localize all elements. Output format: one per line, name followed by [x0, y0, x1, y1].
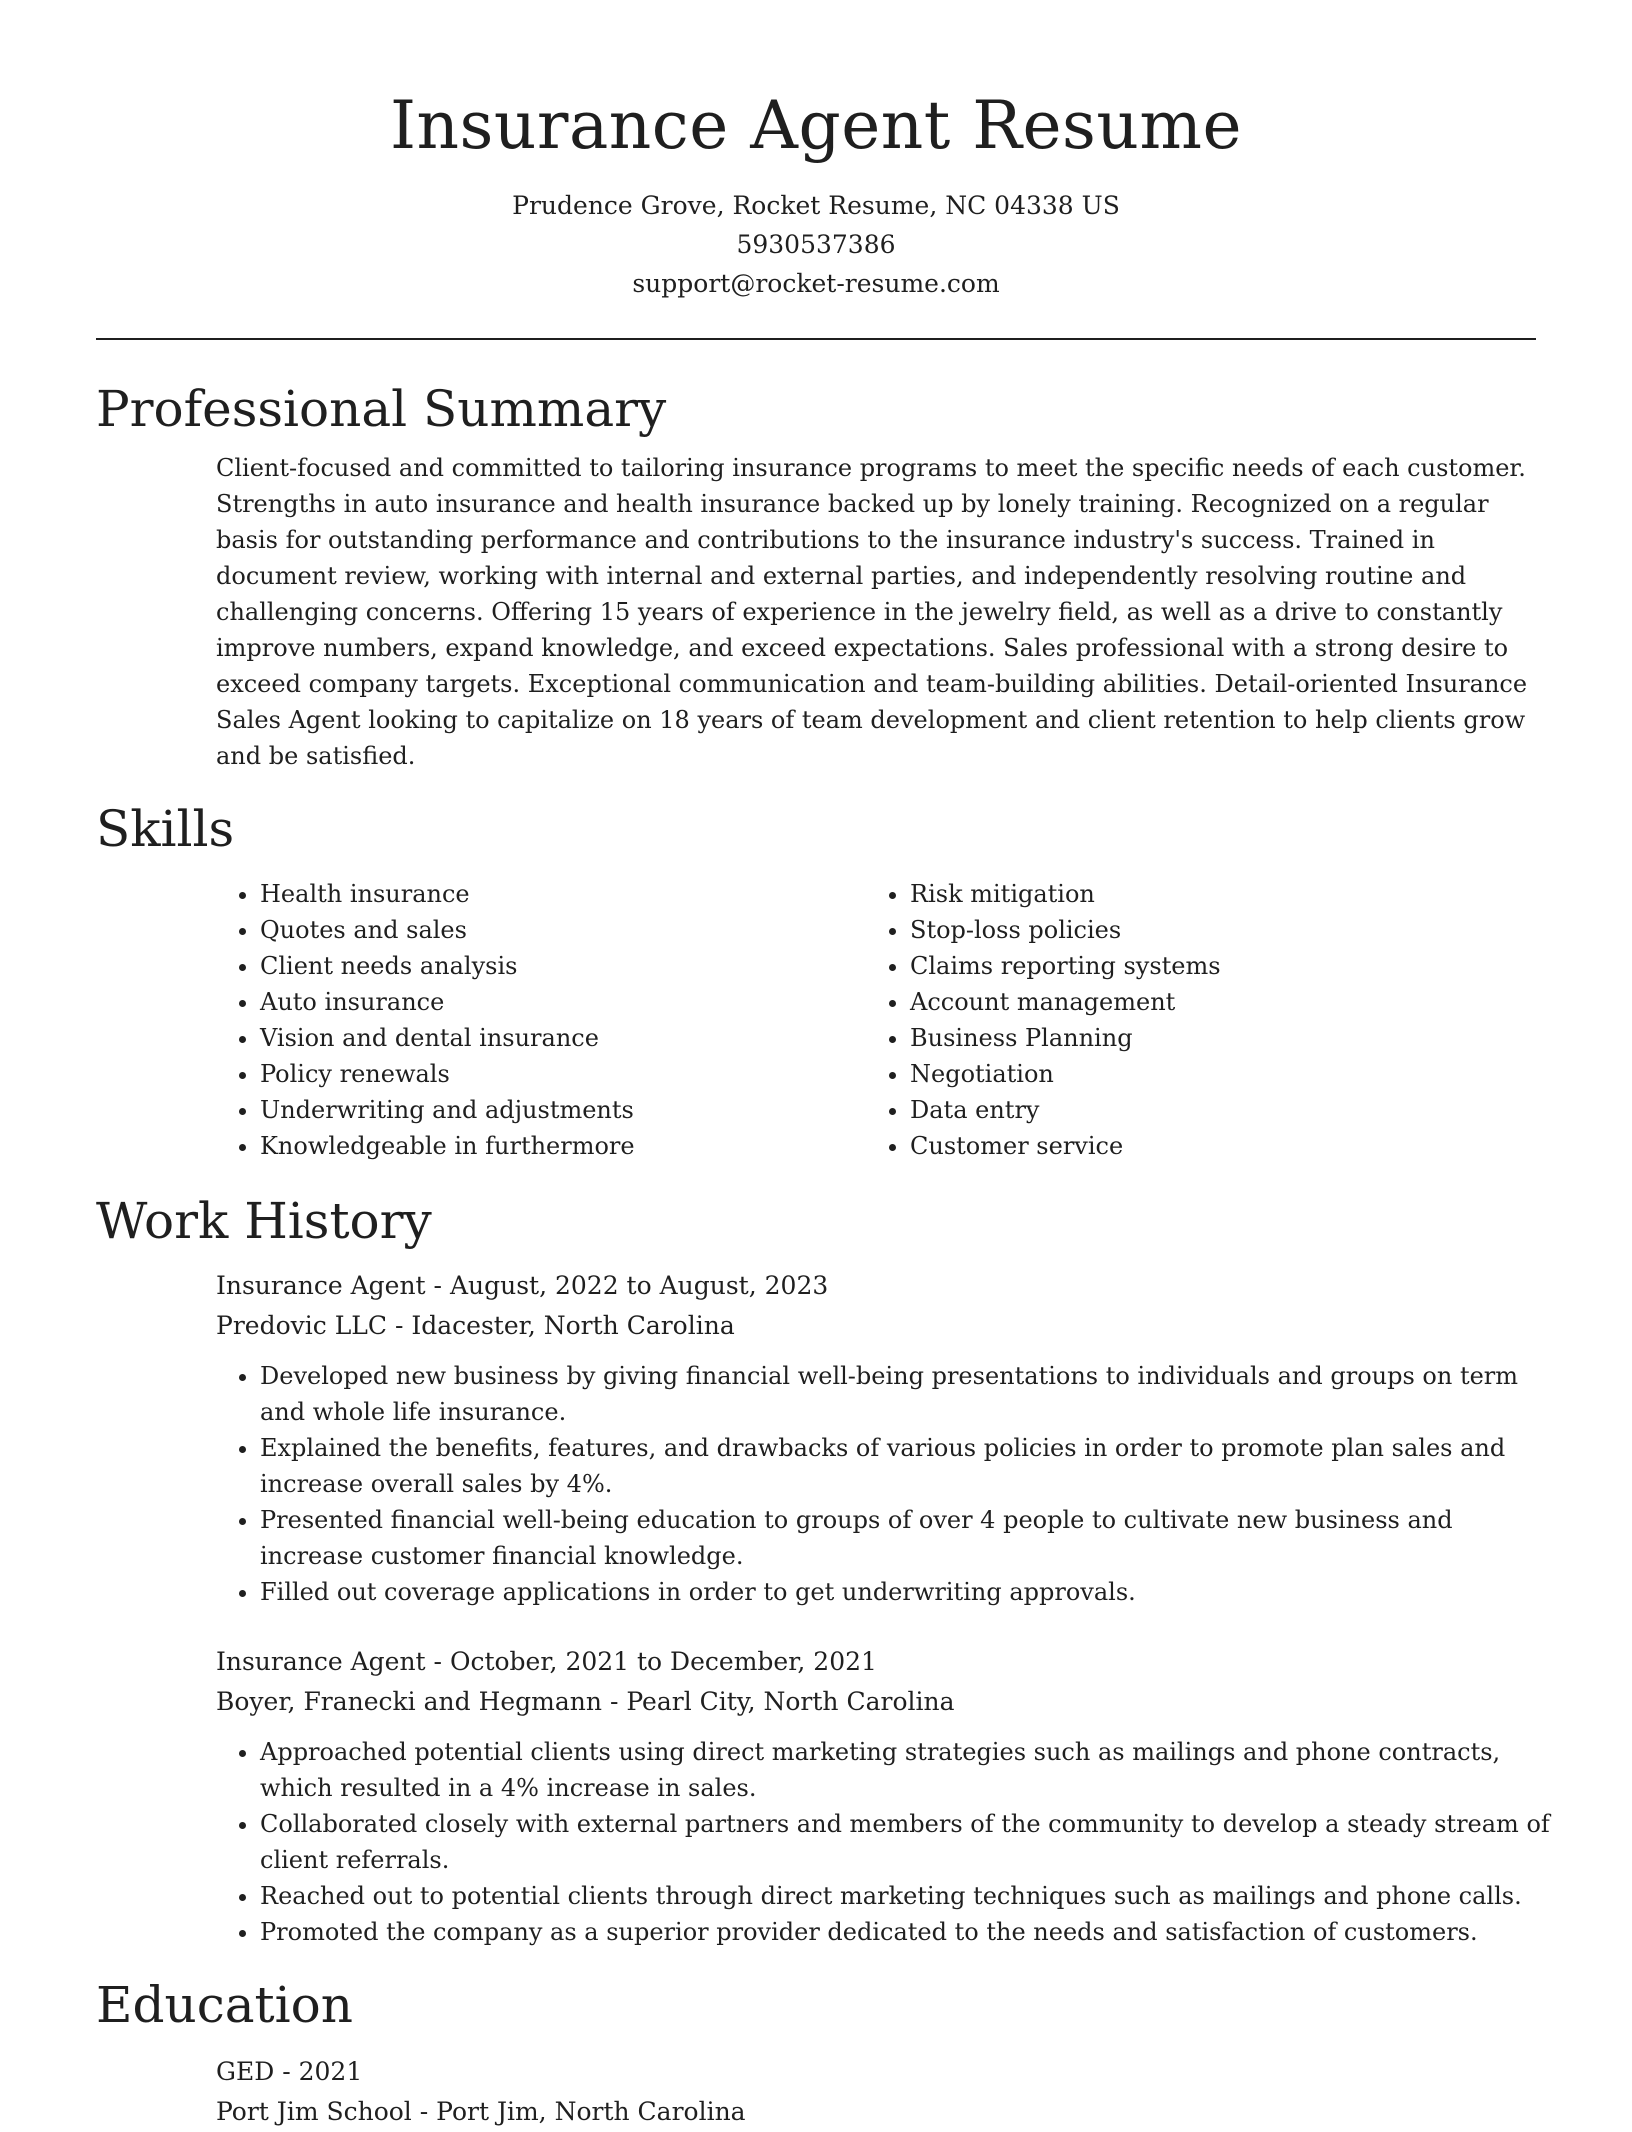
contact-phone: 5930537386 — [736, 230, 896, 259]
separator: - — [411, 2097, 437, 2126]
job-bullet: • Collaborated closely with external partners and members of the community to develop a steady stream of client referrals. — [260, 1806, 1550, 1878]
education-degree: GED — [216, 2057, 275, 2086]
skill-item: • Vision and dental insurance — [260, 1020, 866, 1056]
job-title: Insurance Agent — [216, 1647, 426, 1676]
separator: - — [274, 2057, 299, 2086]
separator: - — [425, 1647, 450, 1676]
contact-info — [96, 186, 1536, 303]
work-history-section — [96, 1188, 1550, 1950]
skill-item: • Business Planning — [910, 1020, 1221, 1056]
contact-address: Prudence Grove, Rocket Resume, NC 04338 US — [512, 191, 1120, 220]
education-degree-line — [216, 2052, 1536, 2092]
skill-item: • Quotes and sales — [260, 912, 866, 948]
job-company: Boyer, Franecki and Hegmann — [216, 1687, 602, 1716]
job-title-line — [216, 1266, 1536, 1306]
job-location: Pearl City, North Carolina — [626, 1687, 955, 1716]
education-section — [96, 1972, 1536, 2132]
skills-columns — [216, 876, 1536, 1164]
education-year: 2021 — [298, 2057, 363, 2086]
skill-item: • Account management — [910, 984, 1221, 1020]
resume-header — [96, 0, 1536, 303]
job-company-line — [216, 1682, 1536, 1722]
job-entry — [216, 1266, 1536, 1610]
job-title: Insurance Agent — [216, 1271, 426, 1300]
job-title-line — [216, 1642, 1536, 1682]
education-entry — [216, 2052, 1536, 2132]
education-school: Port Jim School — [216, 2097, 412, 2126]
job-company: Predovic LLC — [216, 1311, 388, 1340]
job-bullet: • Presented financial well-being education to groups of over 4 people to cultivate new business and increase customer financial knowledge. — [260, 1502, 1550, 1574]
resume-title: Insurance Agent Resume — [389, 87, 1243, 164]
skill-item: • Data entry — [910, 1092, 1221, 1128]
skills-list-right — [866, 876, 1221, 1164]
separator: - — [602, 1687, 627, 1716]
separator: - — [387, 1311, 412, 1340]
skills-list-left — [216, 876, 866, 1164]
education-location: Port Jim, North Carolina — [436, 2097, 746, 2126]
job-bullet: • Filled out coverage applications in order to get underwriting approvals. — [260, 1574, 1550, 1610]
skill-item: • Health insurance — [260, 876, 866, 912]
skill-item: • Stop-loss policies — [910, 912, 1221, 948]
skill-item: • Policy renewals — [260, 1056, 866, 1092]
skill-item: • Client needs analysis — [260, 948, 866, 984]
job-bullets — [216, 1358, 1550, 1610]
section-heading-summary: Professional Summary — [96, 380, 667, 438]
separator: - — [425, 1271, 450, 1300]
job-bullet: • Explained the benefits, features, and drawbacks of various policies in order to promote plan sales and increase overall sales by 4%. — [260, 1430, 1550, 1502]
job-bullet: • Promoted the company as a superior provider dedicated to the needs and satisfaction of customers. — [260, 1914, 1550, 1950]
section-heading-education: Education — [96, 1976, 353, 2034]
skills-section — [96, 796, 1536, 1164]
job-entry — [216, 1642, 1550, 1950]
job-bullets — [216, 1734, 1550, 1950]
skill-item: • Auto insurance — [260, 984, 866, 1020]
job-dates: October, 2021 to December, 2021 — [449, 1647, 877, 1676]
job-dates: August, 2022 to August, 2023 — [449, 1271, 829, 1300]
education-school-line — [216, 2092, 1536, 2132]
contact-email: support@rocket-resume.com — [632, 269, 1000, 298]
header-divider — [96, 338, 1536, 340]
skill-item: • Negotiation — [910, 1056, 1221, 1092]
skill-item: • Underwriting and adjustments — [260, 1092, 866, 1128]
skill-item: • Risk mitigation — [910, 876, 1221, 912]
professional-summary-section — [96, 376, 1536, 774]
job-bullet: • Approached potential clients using direct marketing strategies such as mailings and phone contracts, which resulted in a 4% increase in sales. — [260, 1734, 1550, 1806]
job-company-line — [216, 1306, 1536, 1346]
summary-text: Client-focused and committed to tailoring insurance programs to meet the specific needs of each customer. Strengths in auto insurance and health insurance backed up by lonely training. Recognized on a regular basis for outstanding performance and contributions to the insurance industry's success. Trained in document review, working with internal and external parties, and independently resolving routine and challenging concerns. Offering 15 years of experience in the jewelry field, as well as a drive to constantly improve numbers, expand knowledge, and exceed expectations. Sales professional with a strong desire to exceed company targets. Exceptional communication and team-building abilities. Detail-oriented Insurance Sales Agent looking to capitalize on 18 years of team development and client retention to help clients grow and be satisfied. — [216, 454, 1528, 770]
section-heading-skills: Skills — [96, 800, 235, 858]
job-location: Idacester, North Carolina — [411, 1311, 735, 1340]
job-bullet: • Reached out to potential clients through direct marketing techniques such as mailings and phone calls. — [260, 1878, 1550, 1914]
job-bullet: • Developed new business by giving financial well-being presentations to individuals and groups on term and whole life insurance. — [260, 1358, 1550, 1430]
skill-item: • Claims reporting systems — [910, 948, 1221, 984]
skill-item: • Customer service — [910, 1128, 1221, 1164]
skill-item: • Knowledgeable in furthermore — [260, 1128, 866, 1164]
section-heading-work-history: Work History — [96, 1192, 432, 1250]
